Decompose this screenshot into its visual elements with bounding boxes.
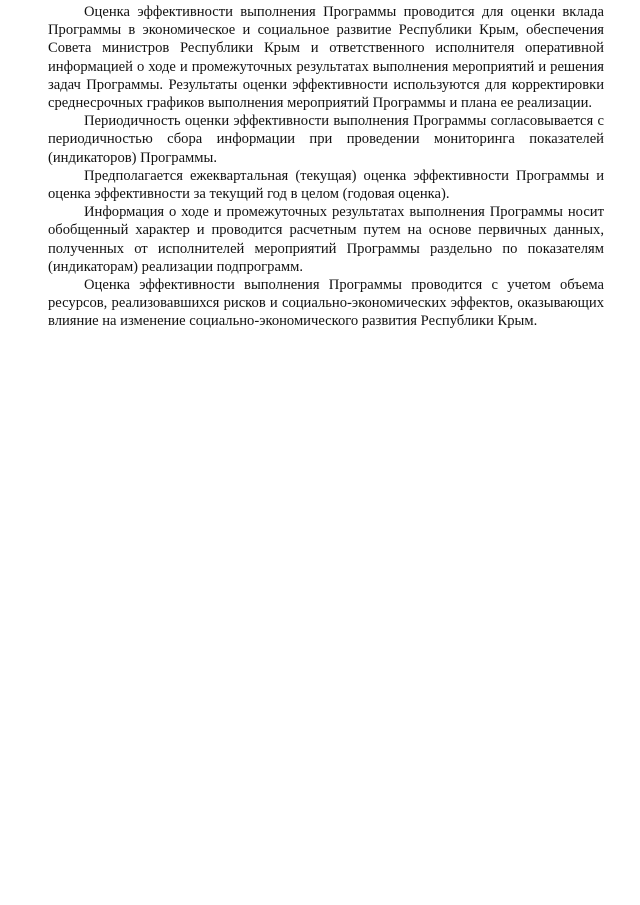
document-page [48, 3, 604, 331]
paragraph-evaluation-periodicity: Периодичность оценки эффективности выполнения Программы согласовывается с периодичностью сбора информации при проведении мониторинга показателей (индикаторов) Программы. [48, 113, 604, 166]
paragraph-evaluation-purpose: Оценка эффективности выполнения Программы проводится для оценки вклада Программы в экономическое и социальное развитие Республики Крым, обеспечения Совета министров Республики Крым и ответственного исполнителя оперативной информацией о ходе и промежуточных результатах выполнения мероприятий и решения задач Программы. Результаты оценки эффективности используются для корректировки среднесрочных графиков выполнения мероприятий Программы и плана ее реализации. [48, 4, 604, 112]
paragraph-progress-information: Информация о ходе и промежуточных результатах выполнения Программы носит обобщенный характер и проводится расчетным путем на основе первичных данных, полученных от исполнителей мероприятий Программы раздельно по показателям (индикаторам) реализации подпрограмм. [48, 204, 604, 275]
paragraph-evaluation-factors: Оценка эффективности выполнения Программы проводится с учетом объема ресурсов, реализовавшихся рисков и социально-экономических эффектов, оказывающих влияние на изменение социально-экономического развития Республики Крым. [48, 277, 604, 330]
paragraph-quarterly-annual-evaluation: Предполагается ежеквартальная (текущая) оценка эффективности Программы и оценка эффективности за текущий год в целом (годовая оценка). [48, 167, 604, 203]
